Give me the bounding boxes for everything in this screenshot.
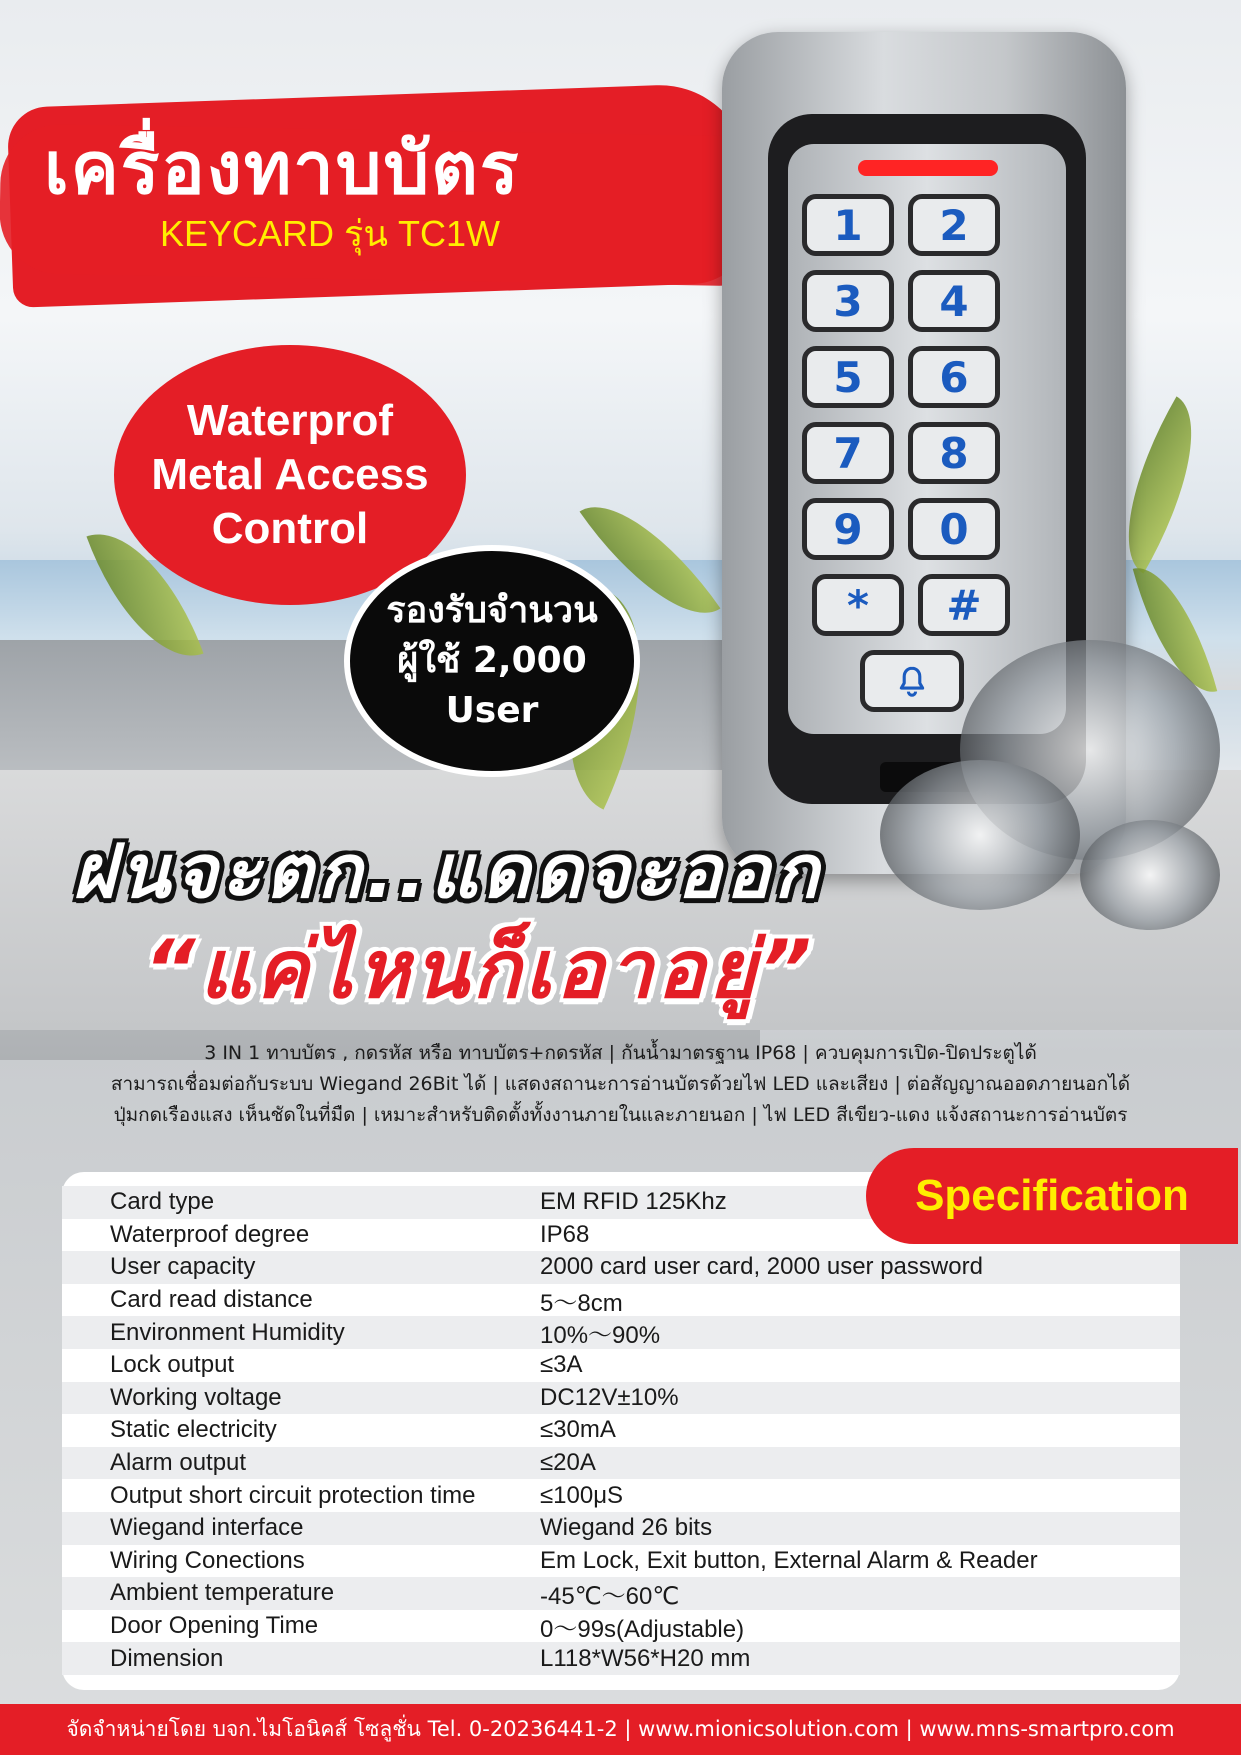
spec-label: Environment Humidity: [110, 1318, 345, 1346]
slogan-line-1: ฝนจะตก..แดดจะออก: [72, 829, 823, 915]
water-splash: [880, 760, 1080, 910]
spec-value: -45℃～60℃: [540, 1582, 680, 1610]
keypad-key: 4: [908, 270, 1000, 332]
spec-row: [62, 1642, 1180, 1675]
keypad-key: 7: [802, 422, 894, 484]
feature-line: สามารถเชื่อมต่อกับระบบ Wiegand 26Bit ได้ | แสดงสถานะการอ่านบัตรด้วยไฟ LED และเสียง | ต่อสัญญาณออดภายนอกได้: [110, 1073, 1131, 1095]
spec-label: Alarm output: [110, 1449, 247, 1477]
spec-label: Wiring Conections: [110, 1546, 305, 1574]
badge-line: Control: [211, 504, 369, 553]
spec-label: Lock output: [110, 1351, 235, 1379]
spec-value: 10%～90%: [540, 1322, 661, 1350]
badge-line: Waterprof: [186, 396, 394, 445]
spec-row: [62, 1512, 1180, 1545]
spec-row: [62, 1382, 1180, 1415]
spec-label: Output short circuit protection time: [110, 1481, 476, 1509]
spec-label: Wiegand interface: [110, 1514, 304, 1542]
water-splash: [1080, 820, 1220, 930]
spec-value: DC12V±10%: [540, 1383, 679, 1411]
spec-label: User capacity: [110, 1253, 256, 1281]
spec-value: Em Lock, Exit button, External Alarm & Reader: [540, 1546, 1038, 1574]
spec-value: ≤20A: [540, 1449, 596, 1477]
keypad-key: 2: [908, 194, 1000, 256]
badge-line: User: [445, 690, 539, 731]
spec-row: [62, 1349, 1180, 1382]
specification-heading: Specification: [866, 1148, 1238, 1244]
keypad-key: *: [812, 574, 904, 636]
keypad-key: #: [918, 574, 1010, 636]
spec-value: 2000 card user card, 2000 user password: [540, 1253, 983, 1281]
slogan-line-2: “แค่ไหนก็เอาอยู่”: [144, 923, 816, 1016]
spec-row: [62, 1479, 1180, 1512]
badge-line: Metal Access: [151, 450, 429, 499]
spec-row: [62, 1545, 1180, 1578]
badge-line: ผู้ใช้ 2,000: [397, 640, 587, 681]
keypad-face: [788, 144, 1066, 734]
bell-icon: [895, 664, 929, 698]
spec-value: EM RFID 125Khz: [540, 1188, 727, 1216]
keypad-key: 1: [802, 194, 894, 256]
spec-value: ≤100μS: [540, 1481, 624, 1509]
keypad-key: 6: [908, 346, 1000, 408]
spec-row: [62, 1447, 1180, 1480]
keypad-key: 3: [802, 270, 894, 332]
spec-row: [62, 1316, 1180, 1349]
spec-row: [62, 1251, 1180, 1284]
spec-value: IP68: [540, 1220, 590, 1248]
spec-row: [62, 1284, 1180, 1317]
keypad-key: 9: [802, 498, 894, 560]
spec-row: [62, 1577, 1180, 1610]
spec-value: ≤30mA: [540, 1416, 616, 1444]
spec-value: Wiegand 26 bits: [540, 1514, 713, 1542]
spec-label: Door Opening Time: [110, 1612, 319, 1640]
bell-key: [860, 650, 964, 712]
model-subtitle: KEYCARD รุ่น TC1W: [160, 213, 500, 254]
spec-value: 0～99s(Adjustable): [540, 1615, 745, 1643]
keypad-key: 8: [908, 422, 1000, 484]
keypad-key: 5: [802, 346, 894, 408]
footer-contact: จัดจำหน่ายโดย บจก.ไมโอนิคส์ โซลูชั่น Tel. 0-20236441-2 | www.mionicsolution.com | www.mns-smartpro.com: [0, 1704, 1241, 1755]
spec-row: [62, 1610, 1180, 1643]
spec-rows: [62, 1186, 1180, 1675]
feature-line: ปุ่มกดเรืองแสง เห็นชัดในที่มืด | เหมาะสำหรับติดตั้งทั้งงานภายในและภายนอก | ไฟ LED สีเขียว-แดง แจ้งสถานะการอ่านบัตร: [113, 1104, 1128, 1126]
spec-value: ≤3A: [540, 1351, 583, 1379]
feature-line: 3 IN 1 ทาบบัตร , กดรหัส หรือ ทาบบัตร+กดรหัส | กันน้ำมาตรฐาน IP68 | ควบคุมการเปิด-ปิดประตูได้: [204, 1042, 1037, 1064]
spec-label: Card read distance: [110, 1286, 313, 1314]
keypad-key: 0: [908, 498, 1000, 560]
spec-row: [62, 1414, 1180, 1447]
spec-label: Working voltage: [110, 1383, 282, 1411]
spec-value: 5～8cm: [540, 1289, 623, 1317]
spec-label: Ambient temperature: [110, 1579, 335, 1607]
status-led: [858, 160, 998, 176]
spec-label: Card type: [110, 1188, 215, 1216]
specification-table: [62, 1172, 1180, 1690]
feature-list: [0, 1038, 1241, 1131]
spec-label: Dimension: [110, 1644, 224, 1672]
spec-label: Waterproof degree: [110, 1220, 310, 1248]
feature-badge-capacity: [344, 545, 640, 777]
spec-label: Static electricity: [110, 1416, 277, 1444]
badge-line: รองรับจำนวน: [386, 590, 598, 631]
spec-value: L118*W56*H20 mm: [540, 1644, 751, 1672]
page-title: เครื่องทาบบัตร: [44, 126, 521, 210]
